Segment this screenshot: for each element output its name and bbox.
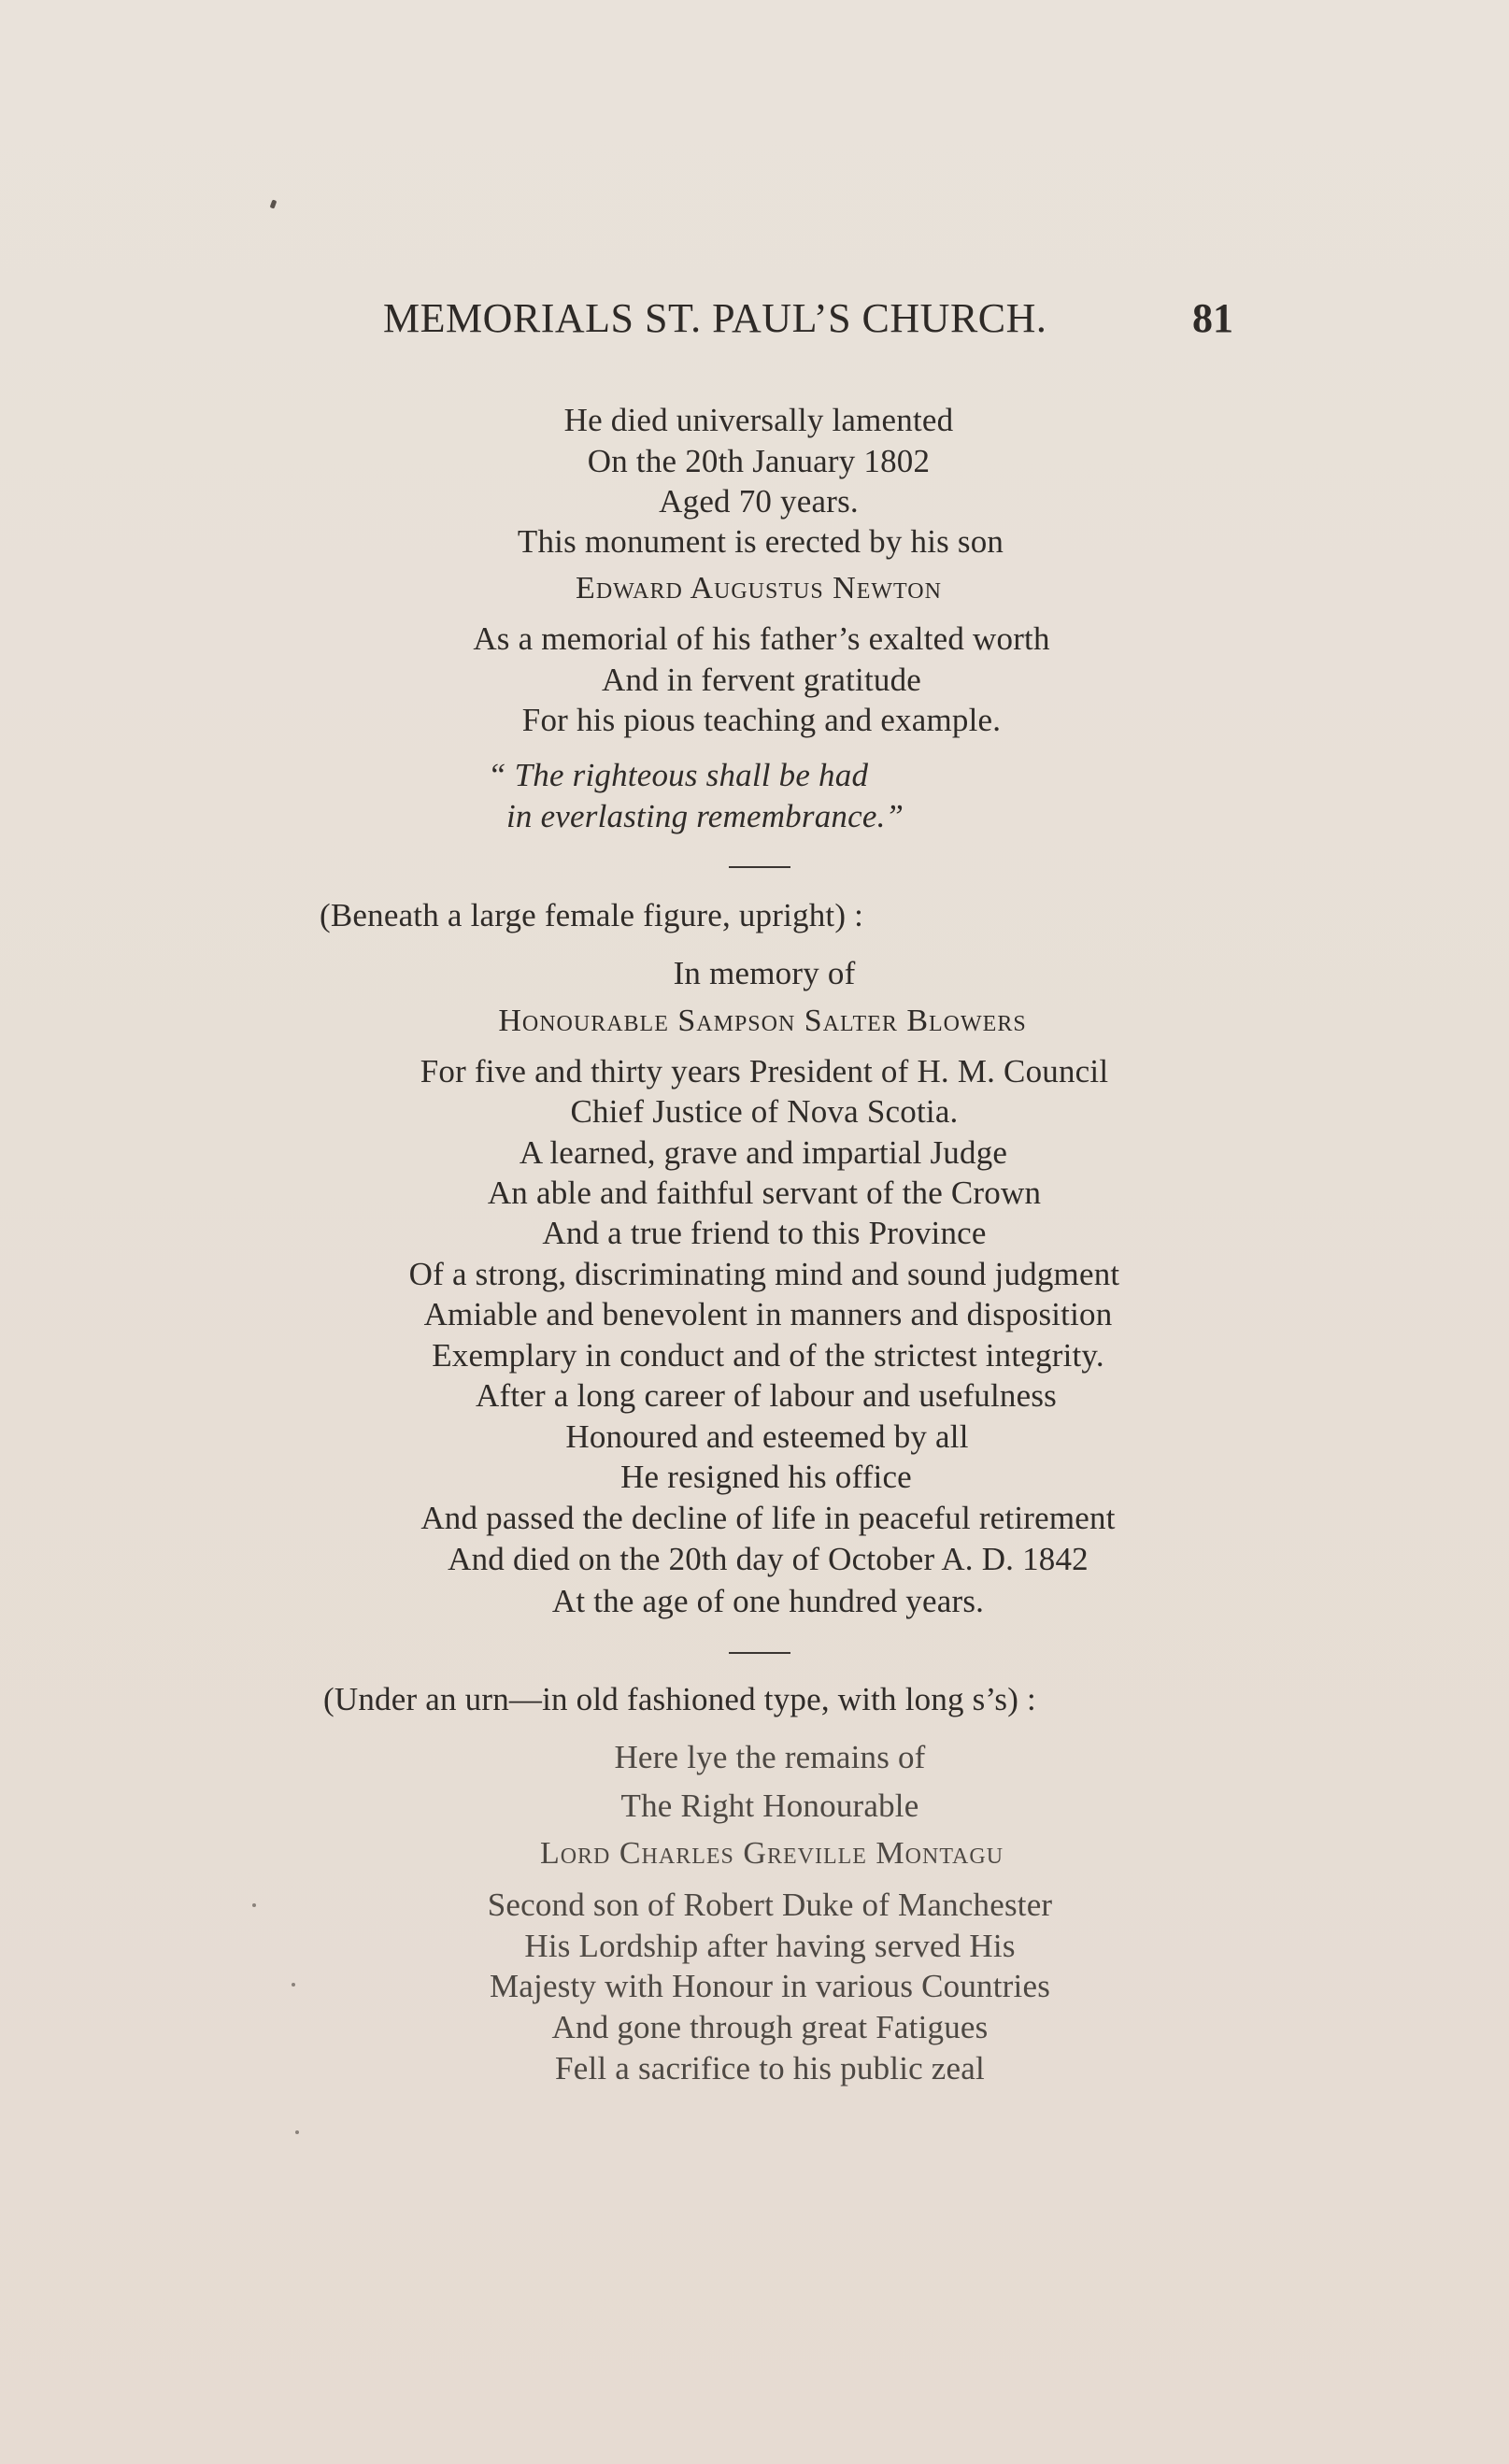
- memorial-line: Second son of Robert Duke of Manchester: [487, 1887, 1053, 1923]
- memorial-line: And died on the 20th day of October A. D. 1842: [448, 1541, 1089, 1577]
- memorial-name: Edward Augustus Newton: [576, 571, 942, 605]
- memorial-line: And a true friend to this Province: [542, 1215, 987, 1251]
- scripture-quote-line: “ The righteous shall be had: [488, 757, 869, 793]
- memorial-name: Honourable Sampson Salter Blowers: [498, 1004, 1027, 1038]
- section-intro: (Under an urn—in old fashioned type, with long s’s) :: [323, 1681, 1036, 1717]
- page-number: 81: [1192, 295, 1233, 341]
- memorial-line: Amiable and benevolent in manners and disposition: [423, 1296, 1113, 1332]
- memorial-line: And passed the decline of life in peaceful retirement: [420, 1500, 1116, 1536]
- memorial-line: An able and faithful servant of the Crown: [487, 1175, 1042, 1211]
- memorial-line: At the age of one hundred years.: [551, 1583, 985, 1619]
- memorial-line: This monument is erected by his son: [517, 523, 1004, 560]
- scripture-quote-line: in everlasting remembrance.”: [506, 798, 904, 834]
- memorial-name: Lord Charles Greville Montagu: [539, 1836, 1004, 1871]
- memorial-line: His Lordship after having served His: [524, 1928, 1016, 1964]
- memorial-line: Aged 70 years.: [659, 483, 859, 520]
- memorial-line: Chief Justice of Nova Scotia.: [570, 1093, 959, 1130]
- paper-speck: [295, 2130, 299, 2134]
- memorial-line: And gone through great Fatigues: [551, 2009, 989, 2045]
- page-header: [383, 294, 1233, 350]
- memorial-line: Here lye the remains of: [614, 1739, 926, 1775]
- paper-speck: [252, 1903, 256, 1907]
- memorial-line: In memory of: [673, 955, 856, 991]
- memorial-line: For his pious teaching and example.: [521, 702, 1002, 738]
- memorial-line: On the 20th January 1802: [587, 443, 931, 479]
- memorial-line: And in fervent gratitude: [601, 662, 922, 698]
- memorial-line: After a long career of labour and usefulness: [475, 1377, 1058, 1414]
- memorial-line: For five and thirty years President of H. M. Council: [420, 1053, 1109, 1090]
- stray-ink-mark: [270, 199, 278, 208]
- memorial-line: As a memorial of his father’s exalted worth: [473, 620, 1050, 657]
- memorial-line: Exemplary in conduct and of the strictest integrity.: [432, 1337, 1104, 1374]
- memorial-line: Majesty with Honour in various Countries: [489, 1968, 1051, 2004]
- memorial-line: The Right Honourable: [620, 1787, 919, 1824]
- paper-speck: [292, 1983, 295, 1987]
- memorial-line: Honoured and esteemed by all: [565, 1418, 969, 1455]
- memorial-line: He died universally lamented: [563, 402, 954, 438]
- running-title: MEMORIALS ST. PAUL’S CHURCH.: [383, 295, 1047, 341]
- section-intro: (Beneath a large female figure, upright) :: [320, 897, 864, 933]
- memorial-line: A learned, grave and impartial Judge: [519, 1134, 1008, 1171]
- memorial-line: Of a strong, discriminating mind and sound judgment: [408, 1256, 1120, 1292]
- memorial-line: Fell a sacrifice to his public zeal: [555, 2050, 985, 2087]
- section-divider: [729, 1652, 790, 1654]
- section-divider: [729, 866, 790, 868]
- memorial-line: He resigned his office: [620, 1459, 912, 1495]
